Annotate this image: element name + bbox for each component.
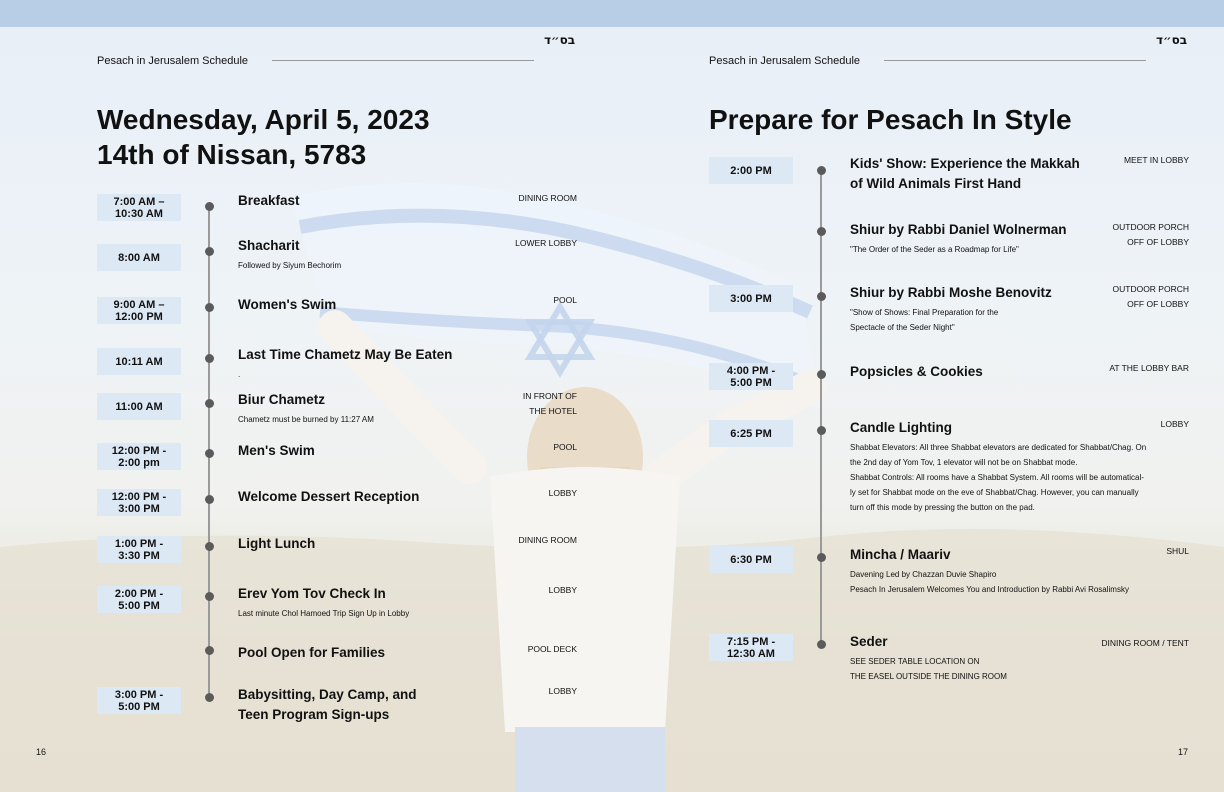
event-note: . — [238, 370, 241, 379]
timeline-dot — [205, 646, 214, 655]
time-box: 6:30 PM — [709, 546, 793, 573]
timeline-dot — [205, 542, 214, 551]
timeline-dot — [205, 247, 214, 256]
time-box: 7:00 AM – 10:30 AM — [97, 194, 181, 221]
time-box: 1:00 PM - 3:30 PM — [97, 536, 181, 563]
right-page — [612, 27, 1224, 792]
running-header: Pesach in Jerusalem Schedule — [709, 55, 861, 67]
page-title-hebrew-date: 14th of Nissan, 5783 — [97, 139, 367, 170]
left-page — [0, 27, 612, 792]
event-title: Candle Lighting — [850, 420, 952, 435]
event-note: SEE SEDER TABLE LOCATION ON THE EASEL OUTSIDE THE DINING ROOM — [850, 657, 1007, 681]
event-note: Chametz must be burned by 11:27 AM — [238, 415, 374, 424]
event-location: POOL — [553, 295, 577, 305]
event-note: "Show of Shows: Final Preparation for the Spectacle of the Seder Night" — [850, 308, 999, 332]
timeline-line — [820, 173, 822, 645]
timeline-dot — [817, 166, 826, 175]
time-box: 2:00 PM - 5:00 PM — [97, 586, 181, 613]
event-title: Babysitting, Day Camp, and Teen Program Sign-ups — [238, 687, 417, 722]
time-box: 9:00 AM – 12:00 PM — [97, 297, 181, 324]
event-location: LOWER LOBBY — [515, 238, 577, 248]
event-location: DINING ROOM — [518, 193, 577, 203]
event-title: Erev Yom Tov Check In — [238, 586, 386, 601]
hebrew-header: בס״ד — [544, 33, 576, 47]
event-title: Light Lunch — [238, 536, 316, 551]
time-box: 12:00 PM - 2:00 pm — [97, 443, 181, 470]
event-title: Women's Swim — [238, 297, 337, 312]
timeline-dot — [205, 354, 214, 363]
event-title: Welcome Dessert Reception — [238, 489, 420, 504]
timeline-dot — [817, 370, 826, 379]
timeline-dot — [205, 592, 214, 601]
timeline-dot — [205, 693, 214, 702]
time-box: 4:00 PM - 5:00 PM — [709, 363, 793, 390]
timeline-dot — [205, 303, 214, 312]
event-location: LOBBY — [548, 488, 577, 498]
event-title: Breakfast — [238, 193, 300, 208]
timeline-dot — [205, 202, 214, 211]
event-title: Shacharit — [238, 238, 300, 253]
event-title: Pool Open for Families — [238, 645, 386, 660]
event-location: SHUL — [1166, 546, 1189, 556]
event-title: Biur Chametz — [238, 392, 326, 407]
event-location: LOBBY — [1160, 419, 1189, 429]
timeline-dot — [817, 640, 826, 649]
event-location: AT THE LOBBY BAR — [1109, 363, 1189, 373]
event-location: LOBBY — [548, 585, 577, 595]
top-color-bar — [0, 0, 1224, 27]
page-title: Prepare for Pesach In Style — [709, 104, 1072, 135]
event-note: Davening Led by Chazzan Duvie Shapiro Pesach In Jerusalem Welcomes You and Introduction by Rabbi Avi Rosalimsky — [850, 570, 1129, 594]
time-box: 2:00 PM — [709, 157, 793, 184]
time-box: 10:11 AM — [97, 348, 181, 375]
page-number: 16 — [36, 747, 47, 757]
event-title: Kids' Show: Experience the Makkah of Wild Animals First Hand — [850, 156, 1080, 191]
time-box: 11:00 AM — [97, 393, 181, 420]
event-title: Mincha / Maariv — [850, 547, 951, 562]
event-note: Last minute Chol Hamoed Trip Sign Up in Lobby — [238, 609, 410, 618]
timeline-dot — [205, 495, 214, 504]
event-note: Shabbat Elevators: All three Shabbat elevators are dedicated for Shabbat/Chag. On the 2nd day of Yom Tov, 1 elevator will not be on Shabbat mode. Shabbat Controls: All rooms have a Shabbat System. All rooms will be automatical- ly set for Shabbat mode on the eve of Shabbat/Chag. However, you can manually turn off this mode by pressing the button on the pad. — [850, 443, 1147, 512]
event-location: DINING ROOM / TENT — [1101, 638, 1189, 648]
header-rule — [884, 60, 1146, 61]
event-location: LOBBY — [548, 686, 577, 696]
time-box: 3:00 PM — [709, 285, 793, 312]
event-location: IN FRONT OF THE HOTEL — [522, 391, 577, 416]
timeline-dot — [205, 399, 214, 408]
header-rule — [272, 60, 534, 61]
event-location: OUTDOOR PORCH OFF OF LOBBY — [1112, 284, 1189, 309]
page-number: 17 — [1178, 747, 1189, 757]
timeline-dot — [817, 553, 826, 562]
page-title-date: Wednesday, April 5, 2023 — [97, 104, 430, 135]
event-location: DINING ROOM — [518, 535, 577, 545]
event-title: Men's Swim — [238, 443, 315, 458]
time-box: 3:00 PM - 5:00 PM — [97, 687, 181, 714]
event-title: Shiur by Rabbi Moshe Benovitz — [850, 285, 1052, 300]
event-location: OUTDOOR PORCH OFF OF LOBBY — [1112, 222, 1189, 247]
event-location: POOL — [553, 442, 577, 452]
event-title: Popsicles & Cookies — [850, 364, 983, 379]
hebrew-header: בס״ד — [1156, 33, 1188, 47]
time-box: 8:00 AM — [97, 244, 181, 271]
time-box: 7:15 PM - 12:30 AM — [709, 634, 793, 661]
event-title: Last Time Chametz May Be Eaten — [238, 347, 453, 362]
time-box: 12:00 PM - 3:00 PM — [97, 489, 181, 516]
timeline-dot — [817, 227, 826, 236]
event-title: Seder — [850, 634, 888, 649]
event-title: Shiur by Rabbi Daniel Wolnerman — [850, 222, 1067, 237]
timeline-dot — [817, 292, 826, 301]
event-location: MEET IN LOBBY — [1123, 155, 1189, 165]
event-note: "The Order of the Seder as a Roadmap for Life" — [850, 245, 1019, 254]
timeline-dot — [817, 426, 826, 435]
timeline-dot — [205, 449, 214, 458]
running-header: Pesach in Jerusalem Schedule — [97, 55, 249, 67]
time-box: 6:25 PM — [709, 420, 793, 447]
event-note: Followed by Siyum Bechorim — [238, 261, 342, 270]
event-location: POOL DECK — [527, 644, 577, 654]
